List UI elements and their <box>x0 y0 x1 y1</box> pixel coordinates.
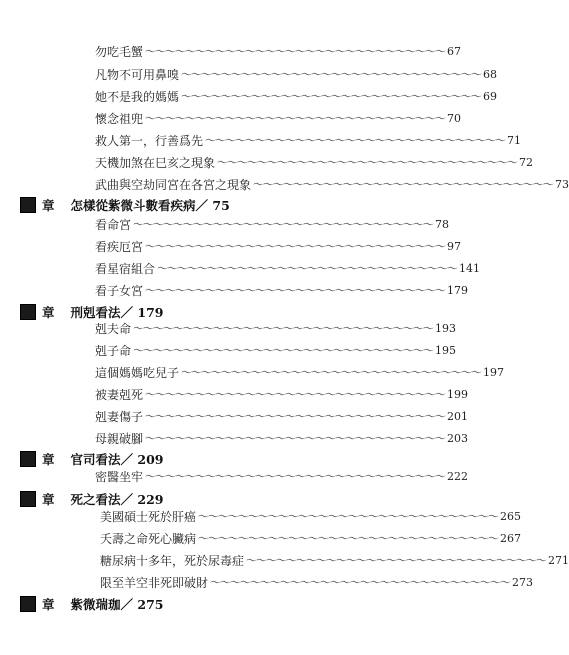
toc-entry <box>100 552 569 570</box>
toc-entry <box>100 508 522 526</box>
entry-page: 265 <box>500 510 522 523</box>
leader-dots: ～～～～～～～～～～～～～～～～～～～～～～～～～～～～～～ <box>205 134 506 147</box>
toc-entry <box>95 282 469 300</box>
toc-entry <box>95 154 534 172</box>
toc-entry <box>95 468 469 486</box>
chapter-number-block <box>20 451 36 467</box>
entry-title: 她不是我的媽媽 <box>95 90 180 104</box>
entry-page: 271 <box>548 554 569 567</box>
chapter-label: 章 <box>42 198 55 213</box>
entry-page: 67 <box>447 45 462 58</box>
leader-dots: ～～～～～～～～～～～～～～～～～～～～～～～～～～～～～～ <box>133 322 434 335</box>
toc-entry <box>95 364 505 382</box>
chapter-heading <box>20 449 163 469</box>
leader-dots: ～～～～～～～～～～～～～～～～～～～～～～～～～～～～～～ <box>181 68 482 81</box>
leader-dots: ～～～～～～～～～～～～～～～～～～～～～～～～～～～～～～ <box>253 178 554 191</box>
leader-dots: ～～～～～～～～～～～～～～～～～～～～～～～～～～～～～～ <box>145 240 446 253</box>
leader-dots: ～～～～～～～～～～～～～～～～～～～～～～～～～～～～～～ <box>157 262 458 275</box>
entry-title: 懷念祖兜 <box>95 112 144 126</box>
leader-dots: ～～～～～～～～～～～～～～～～～～～～～～～～～～～～～～ <box>145 112 446 125</box>
chapter-number-block <box>20 197 36 213</box>
chapter-heading <box>20 489 163 509</box>
entry-page: 71 <box>507 134 522 147</box>
chapter-label: 章 <box>42 305 55 320</box>
chapter-heading <box>20 594 163 614</box>
leader-dots: ～～～～～～～～～～～～～～～～～～～～～～～～～～～～～～ <box>210 576 511 589</box>
toc-entry <box>95 430 469 448</box>
entry-page: 68 <box>483 68 498 81</box>
leader-dots: ～～～～～～～～～～～～～～～～～～～～～～～～～～～～～～ <box>145 388 446 401</box>
chapter-title: 刑剋看法／ 179 <box>70 305 164 320</box>
chapter-number-block <box>20 491 36 507</box>
leader-dots: ～～～～～～～～～～～～～～～～～～～～～～～～～～～～～～ <box>198 510 499 523</box>
entry-page: 78 <box>435 218 450 231</box>
entry-page: 69 <box>483 90 498 103</box>
entry-title: 剋子命 <box>95 344 132 358</box>
entry-title: 看星宿組合 <box>95 262 156 276</box>
leader-dots: ～～～～～～～～～～～～～～～～～～～～～～～～～～～～～～ <box>145 45 446 58</box>
toc-entry <box>95 110 462 128</box>
leader-dots: ～～～～～～～～～～～～～～～～～～～～～～～～～～～～～～ <box>133 344 434 357</box>
entry-page: 222 <box>447 470 469 483</box>
leader-dots: ～～～～～～～～～～～～～～～～～～～～～～～～～～～～～～ <box>145 410 446 423</box>
chapter-label: 章 <box>42 597 55 612</box>
entry-page: 70 <box>447 112 462 125</box>
entry-title: 武曲與空劫同宮在各宮之現象 <box>95 178 252 192</box>
chapter-number-block <box>20 304 36 320</box>
entry-title: 救人第一，行善爲先 <box>95 134 204 148</box>
entry-page: 267 <box>500 532 522 545</box>
chapter-title: 死之看法／ 229 <box>70 492 164 507</box>
chapter-heading <box>20 195 230 215</box>
leader-dots: ～～～～～～～～～～～～～～～～～～～～～～～～～～～～～～ <box>246 554 547 567</box>
leader-dots: ～～～～～～～～～～～～～～～～～～～～～～～～～～～～～～ <box>181 90 482 103</box>
entry-page: 195 <box>435 344 457 357</box>
toc-entry <box>95 66 498 84</box>
entry-title: 被妻剋死 <box>95 388 144 402</box>
leader-dots: ～～～～～～～～～～～～～～～～～～～～～～～～～～～～～～ <box>133 218 434 231</box>
entry-title: 看疾厄宮 <box>95 240 144 254</box>
entry-title: 糖尿病十多年，死於尿毒症 <box>100 554 245 568</box>
entry-title: 看子女宮 <box>95 284 144 298</box>
entry-title: 美國碩士死於肝癌 <box>100 510 197 524</box>
toc-entry <box>95 342 457 360</box>
entry-page: 179 <box>447 284 469 297</box>
toc-entry <box>95 238 462 256</box>
entry-title: 密醫坐牢 <box>95 470 144 484</box>
entry-page: 201 <box>447 410 469 423</box>
toc-entry <box>100 530 522 548</box>
toc-entry <box>95 43 462 61</box>
leader-dots: ～～～～～～～～～～～～～～～～～～～～～～～～～～～～～～ <box>145 284 446 297</box>
chapter-title: 官司看法／ 209 <box>70 452 164 467</box>
entry-page: 193 <box>435 322 457 335</box>
toc-entry <box>95 216 450 234</box>
entry-page: 72 <box>519 156 534 169</box>
entry-title: 母親破腳 <box>95 432 144 446</box>
toc-entry <box>95 320 457 338</box>
chapter-label: 章 <box>42 492 55 507</box>
toc-entry <box>95 132 522 150</box>
entry-page: 273 <box>512 576 534 589</box>
entry-page: 197 <box>483 366 505 379</box>
toc-entry <box>95 260 481 278</box>
toc-entry <box>100 574 534 592</box>
leader-dots: ～～～～～～～～～～～～～～～～～～～～～～～～～～～～～～ <box>181 366 482 379</box>
entry-title: 凡物不可用鼻嗅 <box>95 68 180 82</box>
toc-entry <box>95 408 469 426</box>
entry-title: 夭壽之命死心臟病 <box>100 532 197 546</box>
entry-title: 勿吃毛蟹 <box>95 45 144 59</box>
chapter-title: 怎樣從紫微斗數看疾病／ 75 <box>70 198 230 213</box>
chapter-number-block <box>20 596 36 612</box>
entry-page: 97 <box>447 240 462 253</box>
entry-title: 限至羊空非死即破財 <box>100 576 209 590</box>
entry-page: 73 <box>555 178 569 191</box>
entry-page: 203 <box>447 432 469 445</box>
entry-title: 剋夫命 <box>95 322 132 336</box>
chapter-title: 紫微瑞珈／ 275 <box>70 597 164 612</box>
toc-entry <box>95 386 469 404</box>
leader-dots: ～～～～～～～～～～～～～～～～～～～～～～～～～～～～～～ <box>145 432 446 445</box>
chapter-label: 章 <box>42 452 55 467</box>
chapter-heading <box>20 302 163 322</box>
entry-title: 這個媽媽吃兒子 <box>95 366 180 380</box>
leader-dots: ～～～～～～～～～～～～～～～～～～～～～～～～～～～～～～ <box>198 532 499 545</box>
entry-title: 看命宮 <box>95 218 132 232</box>
entry-page: 199 <box>447 388 469 401</box>
leader-dots: ～～～～～～～～～～～～～～～～～～～～～～～～～～～～～～ <box>217 156 518 169</box>
toc-entry <box>95 176 569 194</box>
entry-title: 剋妻傷子 <box>95 410 144 424</box>
entry-page: 141 <box>459 262 481 275</box>
leader-dots: ～～～～～～～～～～～～～～～～～～～～～～～～～～～～～～ <box>145 470 446 483</box>
entry-title: 天機加煞在巳亥之現象 <box>95 156 216 170</box>
toc-entry <box>95 88 498 106</box>
